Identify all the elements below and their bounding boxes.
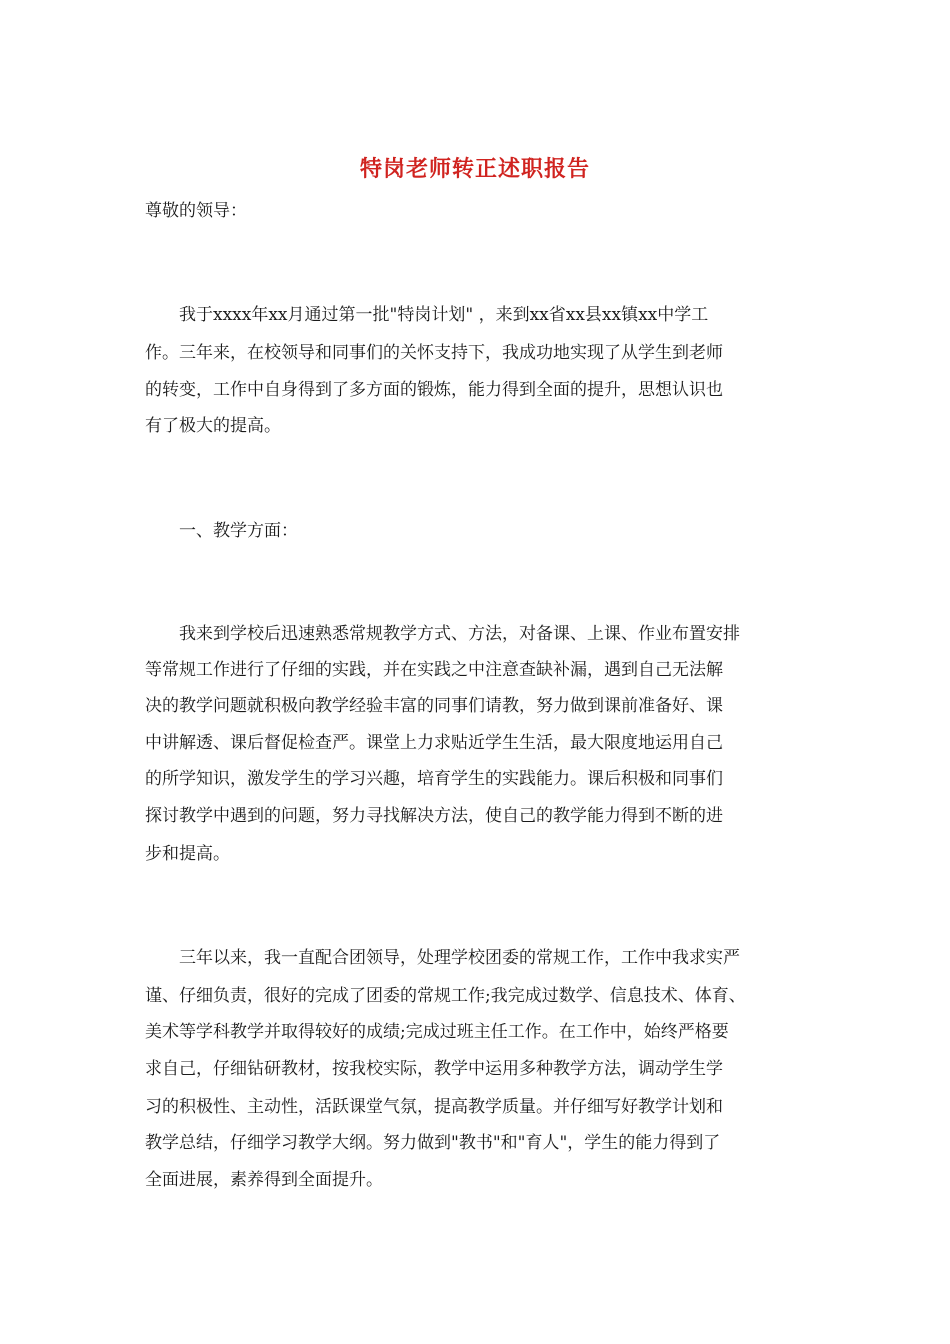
paragraph-3-line: 三年以来，我一直配合团领导，处理学校团委的常规工作，工作中我求实严 xyxy=(145,948,740,968)
paragraph-1-line: 有了极大的提高。 xyxy=(145,416,281,436)
paragraph-3-line: 习的积极性、主动性，活跃课堂气氛，提高教学质量。并仔细写好教学计划和 xyxy=(145,1097,723,1117)
document-title: 特岗老师转正述职报告 xyxy=(359,156,590,182)
paragraph-1-line: 作。三年来，在校领导和同事们的关怀支持下，我成功地实现了从学生到老师 xyxy=(145,343,723,363)
paragraph-2-line: 的所学知识，激发学生的学习兴趣，培育学生的实践能力。课后积极和同事们 xyxy=(145,769,723,789)
paragraph-2-line: 等常规工作进行了仔细的实践，并在实践之中注意查缺补漏，遇到自己无法解 xyxy=(145,660,723,680)
paragraph-3-line: 求自己，仔细钻研教材，按我校实际，教学中运用多种教学方法，调动学生学 xyxy=(145,1059,723,1079)
paragraph-2-line: 步和提高。 xyxy=(145,844,230,864)
paragraph-3-line: 谨、仔细负责，很好的完成了团委的常规工作;我完成过数学、信息技术、体育、 xyxy=(145,986,746,1006)
paragraph-3-line: 教学总结，仔细学习教学大纲。努力做到"教书"和"育人"，学生的能力得到了 xyxy=(145,1133,721,1153)
paragraph-3-line: 美术等学科教学并取得较好的成绩;完成过班主任工作。在工作中，始终严格要 xyxy=(145,1022,729,1042)
paragraph-2-line: 探讨教学中遇到的问题，努力寻找解决方法，使自己的教学能力得到不断的进 xyxy=(145,806,723,826)
section-heading-teaching: 一、教学方面： xyxy=(145,521,298,541)
paragraph-2-line: 决的教学问题就积极向教学经验丰富的同事们请教，努力做到课前准备好、课 xyxy=(145,696,723,716)
salutation: 尊敬的领导： xyxy=(145,201,247,221)
paragraph-2-line: 中讲解透、课后督促检查严。课堂上力求贴近学生生活，最大限度地运用自己 xyxy=(145,733,723,753)
paragraph-1-line: 的转变，工作中自身得到了多方面的锻炼，能力得到全面的提升，思想认识也 xyxy=(145,380,723,400)
paragraph-1-line: 我于xxxx年xx月通过第一批"特岗计划" ，来到xx省xx县xx镇xx中学工 xyxy=(145,305,709,325)
paragraph-3-line: 全面进展，素养得到全面提升。 xyxy=(145,1170,383,1190)
paragraph-2-line: 我来到学校后迅速熟悉常规教学方式、方法，对备课、上课、作业布置安排 xyxy=(145,624,740,644)
